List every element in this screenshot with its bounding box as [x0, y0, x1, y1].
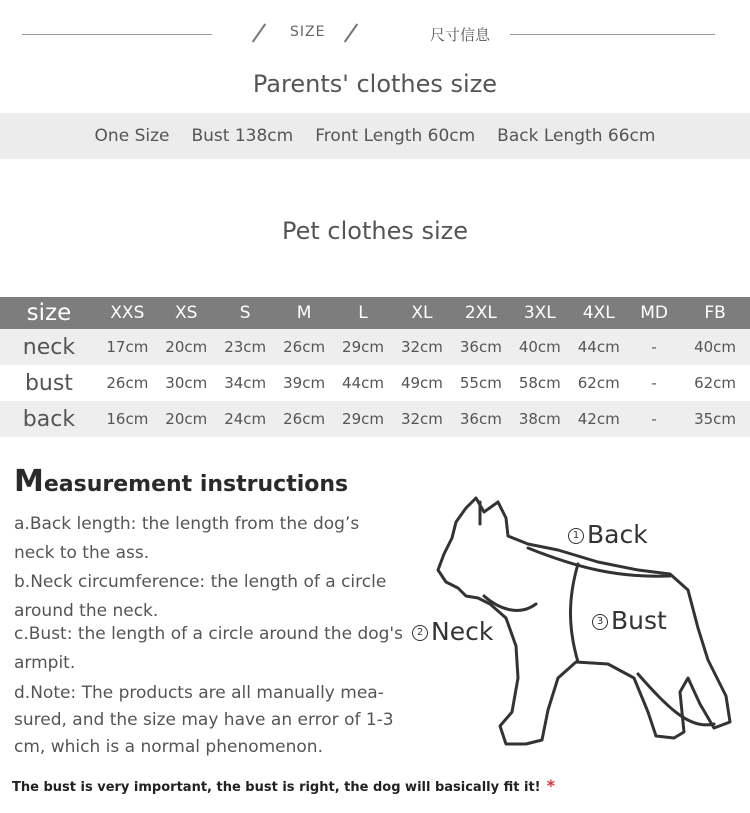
table-cell: 40cm: [518, 338, 561, 356]
header-left-rule: [22, 34, 212, 35]
header-size-word: SIZE: [290, 24, 326, 40]
table-cell: 32cm: [400, 338, 443, 356]
row-label: neck: [22, 334, 76, 360]
table-header-cell: XL: [411, 303, 433, 323]
neck-number-icon: 2: [412, 625, 428, 641]
table-header-cell: MD: [640, 303, 669, 323]
neck-label-text: Neck: [431, 617, 494, 646]
parents-title: Parents' clothes size: [252, 70, 498, 98]
header-slash-right: [344, 23, 358, 42]
table-cell: -: [651, 374, 657, 392]
table-header-cell: 2XL: [464, 303, 497, 323]
table-cell: 20cm: [165, 410, 208, 428]
table-cell: 23cm: [224, 338, 267, 356]
row-label: back: [22, 406, 76, 432]
table-cell: 34cm: [224, 374, 267, 392]
table-cell: 16cm: [106, 410, 149, 428]
measurement-title-initial: M: [14, 464, 44, 499]
table-header-row: [0, 297, 750, 329]
table-cell: 36cm: [459, 338, 502, 356]
table-row: [0, 401, 750, 437]
bust-label: [592, 606, 667, 635]
table-cell: -: [651, 410, 657, 428]
table-header-cell: FB: [704, 303, 726, 323]
instruction-note: d.Note: The products are all manually mea-sured, and the size may have an error of 1-3 cm, which is a normal phenomenon.: [14, 683, 394, 757]
table-header-cell: S: [239, 303, 251, 323]
instruction-neck: b.Neck circumference: the length of a circle around the neck.: [14, 572, 387, 621]
table-cell: 24cm: [224, 410, 267, 428]
row-label: bust: [24, 370, 73, 396]
star-icon: *: [546, 776, 555, 795]
header-slash-left: [252, 23, 266, 42]
footer-note: [12, 776, 555, 795]
back-number-icon: 1: [568, 528, 584, 544]
header-right-rule: [510, 34, 715, 35]
parents-back-length-item: Back Length 66cm: [497, 126, 656, 146]
measurement-title-rest: easurement instructions: [43, 472, 349, 497]
table-cell: 44cm: [577, 338, 620, 356]
table-cell: 38cm: [518, 410, 561, 428]
instruction-back-length: a.Back length: the length from the dog’s neck to the ass.: [14, 514, 360, 563]
header-cn-title: 尺寸信息: [430, 26, 491, 44]
table-header-cell: 3XL: [523, 303, 556, 323]
table-header-cell: XXS: [110, 303, 145, 323]
table-header-cell: 4XL: [582, 303, 615, 323]
table-cell: 20cm: [165, 338, 208, 356]
table-cell: 29cm: [342, 410, 384, 428]
table-cell: 17cm: [106, 338, 149, 356]
table-cell: 62cm: [694, 374, 737, 392]
table-cell: 42cm: [577, 410, 620, 428]
table-cell: 35cm: [694, 410, 737, 428]
measurement-title: [14, 464, 348, 499]
table-cell: 32cm: [400, 410, 443, 428]
pet-title: Pet clothes size: [281, 217, 469, 245]
back-label-text: Back: [587, 520, 648, 549]
table-cell: 30cm: [165, 374, 208, 392]
table-row: [0, 329, 750, 365]
table-header-cell: L: [358, 303, 368, 323]
table-cell: 36cm: [459, 410, 502, 428]
table-row: [0, 365, 750, 401]
table-cell: 40cm: [694, 338, 737, 356]
table-cell: 26cm: [106, 374, 149, 392]
table-header-cell: size: [26, 300, 72, 326]
pet-size-table: [0, 297, 750, 437]
table-cell: -: [651, 338, 657, 356]
table-header-cell: M: [296, 303, 312, 323]
parents-bust-item: Bust 138cm: [191, 126, 294, 146]
neck-label: [412, 617, 493, 646]
neck-line-icon: [484, 596, 536, 610]
table-cell: 39cm: [283, 374, 326, 392]
table-cell: 29cm: [342, 338, 384, 356]
table-cell: 58cm: [518, 374, 561, 392]
table-cell: 49cm: [400, 374, 443, 392]
table-cell: 26cm: [283, 338, 326, 356]
bust-number-icon: 3: [592, 614, 608, 630]
table-cell: 26cm: [283, 410, 326, 428]
parents-size-item: One Size: [94, 126, 170, 146]
parents-front-length-item: Front Length 60cm: [315, 126, 476, 146]
bust-label-text: Bust: [611, 606, 667, 635]
parents-size-bar: [0, 113, 750, 159]
table-header-cell: XS: [175, 303, 198, 323]
table-cell: 55cm: [459, 374, 502, 392]
back-label: [568, 520, 648, 549]
footer-note-text: The bust is very important, the bust is right, the dog will basically fit it!: [12, 780, 541, 795]
table-cell: 62cm: [577, 374, 620, 392]
table-cell: 44cm: [342, 374, 384, 392]
instruction-bust: c.Bust: the length of a circle around the dog's armpit.: [14, 624, 403, 673]
bust-line-icon: [571, 564, 579, 662]
